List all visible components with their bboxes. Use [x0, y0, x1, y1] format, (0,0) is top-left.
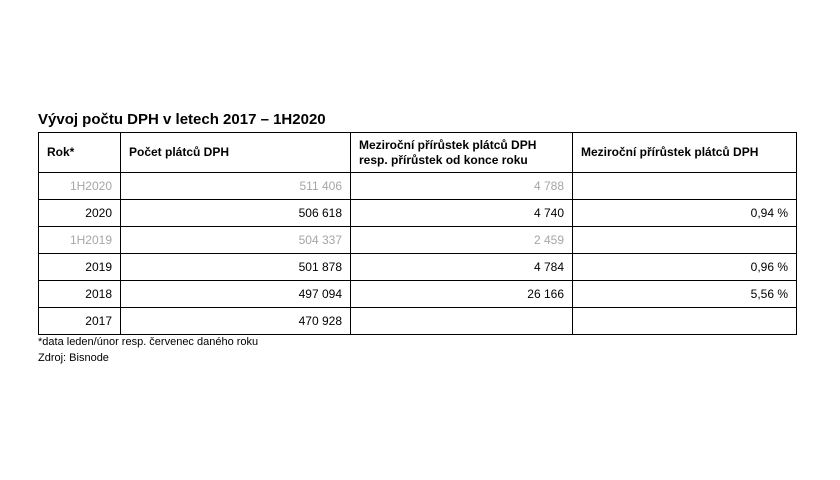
- cell-year: 2018: [39, 281, 121, 308]
- table-row: [39, 173, 797, 200]
- cell-increase: 4 788: [351, 173, 573, 200]
- cell-increase: 4 740: [351, 200, 573, 227]
- cell-count: 504 337: [121, 227, 351, 254]
- cell-increase: 4 784: [351, 254, 573, 281]
- header-increase: Meziroční přírůstek plátců DPH resp. přírůstek od konce roku: [351, 133, 573, 173]
- header-year: Rok*: [39, 133, 121, 173]
- header-count: Počet plátců DPH: [121, 133, 351, 173]
- table-row: [39, 227, 797, 254]
- table-title: Vývoj počtu DPH v letech 2017 – 1H2020: [38, 111, 326, 128]
- table-row: [39, 281, 797, 308]
- cell-pct: 5,56 %: [573, 281, 797, 308]
- cell-increase: [351, 308, 573, 335]
- cell-count: 470 928: [121, 308, 351, 335]
- table-header-row: [39, 133, 797, 173]
- table-row: [39, 254, 797, 281]
- cell-year: 2020: [39, 200, 121, 227]
- cell-increase: 26 166: [351, 281, 573, 308]
- header-yoy-pct: Meziroční přírůstek plátců DPH: [573, 133, 797, 173]
- cell-pct: [573, 173, 797, 200]
- cell-increase: 2 459: [351, 227, 573, 254]
- cell-year: 1H2019: [39, 227, 121, 254]
- vat-payers-table: [38, 132, 797, 335]
- cell-year: 1H2020: [39, 173, 121, 200]
- cell-count: 511 406: [121, 173, 351, 200]
- cell-count: 497 094: [121, 281, 351, 308]
- table-notes: [38, 334, 258, 366]
- table-row: [39, 200, 797, 227]
- cell-count: 501 878: [121, 254, 351, 281]
- cell-pct: 0,96 %: [573, 254, 797, 281]
- cell-pct: [573, 227, 797, 254]
- footnote: *data leden/únor resp. červenec daného roku: [38, 336, 259, 348]
- cell-count: 506 618: [121, 200, 351, 227]
- cell-pct: 0,94 %: [573, 200, 797, 227]
- cell-pct: [573, 308, 797, 335]
- table-row: [39, 308, 797, 335]
- cell-year: 2017: [39, 308, 121, 335]
- source-note: Zdroj: Bisnode: [38, 352, 109, 364]
- cell-year: 2019: [39, 254, 121, 281]
